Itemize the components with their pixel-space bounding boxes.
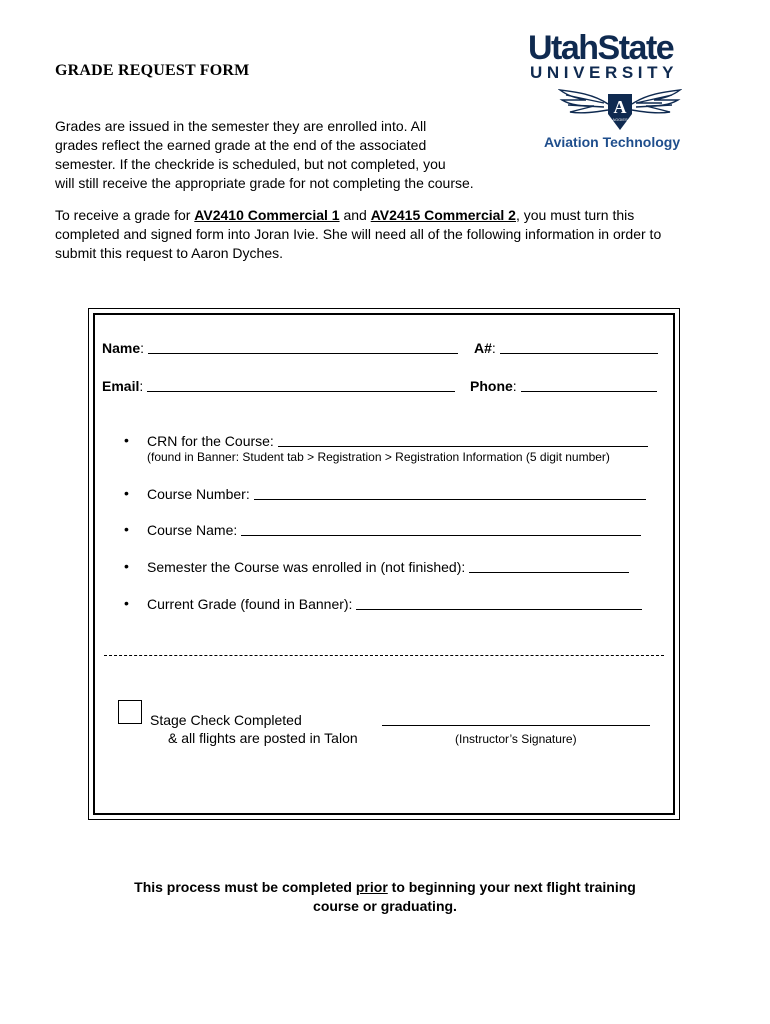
course-name-label: Course Name: xyxy=(147,522,238,538)
stage-check-label: Stage Check Completed xyxy=(150,712,302,728)
current-grade-label: Current Grade (found in Banner): xyxy=(147,596,353,612)
crn-note: (found in Banner: Student tab > Registration > Registration Information (5 digit number) xyxy=(147,450,610,464)
intro-paragraph xyxy=(55,117,525,193)
bullet: • xyxy=(124,485,129,501)
colon: : xyxy=(491,340,496,356)
stage-check-checkbox[interactable] xyxy=(118,700,142,724)
current-grade-row xyxy=(147,595,642,612)
course-name-field[interactable] xyxy=(241,521,641,536)
intro-line: will still receive the appropriate grade for not completing the course. xyxy=(55,175,474,191)
bullet: • xyxy=(124,521,129,537)
name-label: Name xyxy=(102,340,141,356)
instructions-line: completed and signed form into Joran Ivie. She will need all of the following information in order to xyxy=(55,226,662,242)
instructions-line: submit this request to Aaron Dyches. xyxy=(55,245,283,261)
colon: : xyxy=(140,340,145,356)
colon: : xyxy=(512,378,517,394)
email-label: Email xyxy=(102,378,140,394)
email-row xyxy=(102,377,455,394)
footer-text: This process must be completed xyxy=(134,879,356,895)
a-number-field[interactable] xyxy=(500,339,658,354)
name-row xyxy=(102,339,458,356)
instructor-signature-label: (Instructor’s Signature) xyxy=(455,732,577,746)
semester-row xyxy=(147,558,629,575)
current-grade-field[interactable] xyxy=(356,595,642,610)
name-field[interactable] xyxy=(148,339,458,354)
instructions-text: , you must turn this xyxy=(515,207,635,223)
aviation-wings-icon xyxy=(558,86,682,132)
semester-label: Semester the Course was enrolled in (not finished): xyxy=(147,559,466,575)
course-av2410: AV2410 Commercial 1 xyxy=(194,207,340,223)
footer-line xyxy=(85,878,685,897)
footer-notice xyxy=(85,878,685,916)
logo-badge-letter: A xyxy=(613,97,627,117)
semester-field[interactable] xyxy=(469,558,629,573)
instructions-text: and xyxy=(339,207,371,223)
colon: : xyxy=(139,378,144,394)
phone-field[interactable] xyxy=(521,377,657,392)
intro-line: grades reflect the earned grade at the end of the associated xyxy=(55,137,427,153)
instructions-line xyxy=(55,206,735,225)
course-number-label: Course Number: xyxy=(147,486,250,502)
footer-emphasis: prior xyxy=(355,879,388,895)
bullet: • xyxy=(124,558,129,574)
phone-row xyxy=(470,377,657,394)
stage-check-label-line2: & all flights are posted in Talon xyxy=(168,730,358,746)
logo-badge-text: AGGIES xyxy=(612,117,628,122)
intro-line: Grades are issued in the semester they are enrolled into. All xyxy=(55,118,427,134)
crn-field[interactable] xyxy=(278,432,648,447)
dashed-divider xyxy=(104,655,664,656)
instructor-signature-field[interactable] xyxy=(382,725,650,726)
logo-subtitle: Aviation Technology xyxy=(544,134,681,150)
intro-line: semester. If the checkride is scheduled, but not completed, you xyxy=(55,156,446,172)
bullet: • xyxy=(124,432,129,448)
crn-label: CRN for the Course: xyxy=(147,433,274,449)
email-field[interactable] xyxy=(147,377,455,392)
footer-text: to beginning your next flight training xyxy=(387,879,636,895)
crn-row xyxy=(147,432,648,449)
a-number-label: A# xyxy=(474,340,492,356)
course-number-row xyxy=(147,485,646,502)
bullet: • xyxy=(124,595,129,611)
phone-label: Phone xyxy=(470,378,513,394)
course-number-field[interactable] xyxy=(254,485,646,500)
usu-logo xyxy=(524,28,720,158)
footer-line: course or graduating. xyxy=(313,898,457,914)
form-title: GRADE REQUEST FORM xyxy=(55,62,250,79)
instructions-paragraph xyxy=(55,206,735,263)
logo-university: UNIVERSITY xyxy=(530,63,679,82)
course-av2415: AV2415 Commercial 2 xyxy=(370,207,516,223)
instructions-text: To receive a grade for xyxy=(55,207,195,223)
course-name-row xyxy=(147,521,641,538)
a-number-row xyxy=(474,339,658,356)
logo-wordmark: UtahState xyxy=(528,29,674,67)
